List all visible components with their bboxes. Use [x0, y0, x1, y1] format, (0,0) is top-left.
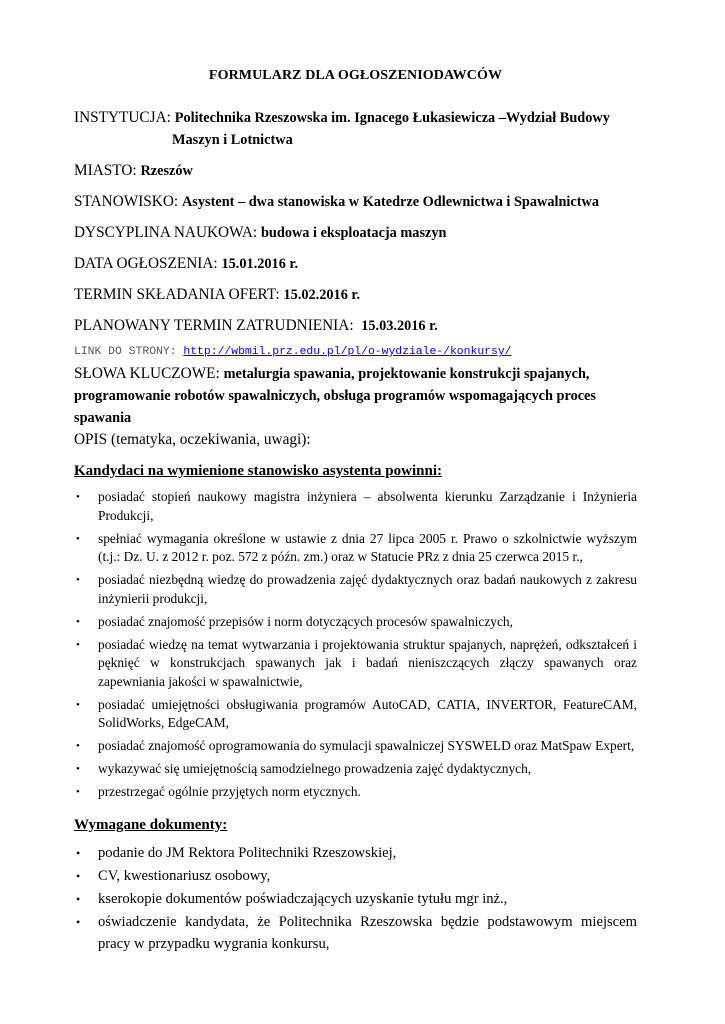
bullet-icon: •	[76, 740, 80, 752]
document-item: • oświadczenie kandydata, że Politechnika Rzeszowska będzie podstawowym miejscem pracy w przypadku wygrania konkursu,	[74, 911, 637, 955]
bullet-icon: •	[76, 638, 80, 651]
link-label: LINK DO STRONY:	[74, 346, 177, 358]
deadline-label: TERMIN SKŁADANIA OFERT:	[74, 286, 280, 303]
announcement-date-value: 15.01.2016 r.	[221, 256, 299, 272]
bullet-icon: •	[76, 532, 80, 545]
keywords-value: metalurgia spawania, projektowanie konstrukcji spajanych, programowanie robotów spawalniczych, obsługa programów wspomagających proces spawania	[74, 366, 596, 426]
position-field	[74, 191, 637, 213]
employment-date-field	[74, 315, 637, 337]
requirement-item: • posiadać stopień naukowy magistra inżyniera – absolwenta kierunku Zarządzanie i Inżynieria Produkcji,	[76, 489, 637, 523]
bullet-icon: •	[76, 914, 81, 929]
discipline-field	[74, 222, 637, 244]
bullet-icon: •	[76, 786, 80, 798]
bullet-icon: •	[76, 574, 80, 586]
employment-date-value: 15.03.2016 r.	[361, 318, 438, 334]
requirement-item: • spełniać wymagania określone w ustawie z dnia 27 lipca 2005 r. Prawo o szkolnictwie wyższym (t.j.: Dz. U. z 2012 r. poz. 572 z późn. zm.) oraz w Statucie PRz z dnia 25 czerwca 2015 r.,	[76, 530, 637, 564]
requirement-item: • posiadać znajomość przepisów i norm dotyczących procesów spawalniczych,	[74, 613, 637, 632]
requirement-item: • wykazywać się umiejętnością samodzielnego prowadzenia zajęć dydaktycznych,	[74, 760, 637, 779]
institution-label: INSTYTUCJA:	[74, 109, 171, 126]
requirement-item: • przestrzegać ogólnie przyjętych norm etycznych.	[74, 783, 637, 802]
deadline-field	[74, 284, 637, 306]
city-field	[74, 160, 637, 182]
institution-field	[74, 107, 637, 151]
bullet-icon: •	[76, 491, 80, 503]
institution-value-line2: Maszyn i Lotnictwa	[172, 132, 293, 148]
discipline-label: DYSCYPLINA NAUKOWA:	[74, 224, 258, 241]
discipline-value: budowa i eksploatacja maszyn	[260, 225, 447, 241]
institution-value-line1: Politechnika Rzeszowska im. Ignacego Łukasiewicza –Wydział Budowy	[174, 110, 610, 126]
requirement-item: • posiadać umiejętności obsługiwania programów AutoCAD, CATIA, INVERTOR, FeatureCAM, SolidWorks, EdgeCAM,	[76, 696, 637, 730]
bullet-icon: •	[76, 868, 81, 883]
documents-heading: Wymagane dokumenty:	[74, 816, 228, 833]
page-link[interactable]: http://wbmil.prz.edu.pl/pl/o-wydziale-/konkursy/	[183, 346, 512, 358]
requirements-list	[74, 488, 637, 802]
position-label: STANOWISKO:	[74, 193, 179, 210]
documents-list	[74, 842, 637, 955]
city-label: MIASTO:	[74, 162, 137, 179]
document-item: • CV, kwestionariusz osobowy,	[74, 865, 637, 887]
description-label: OPIS (tematyka, oczekiwania, uwagi):	[74, 431, 311, 448]
requirement-item: • posiadać znajomość oprogramowania do symulacji spawalniczej SYSWELD oraz MatSpaw Expert,	[74, 737, 637, 756]
bullet-icon: •	[76, 615, 80, 628]
position-value: Asystent – dwa stanowiska w Katedrze Odlewnictwa i Spawalnictwa	[181, 194, 599, 210]
announcement-date-field	[74, 253, 637, 275]
announcement-date-label: DATA OGŁOSZENIA:	[74, 255, 218, 272]
requirements-heading: Kandydaci na wymienione stanowisko asystenta powinni:	[74, 463, 442, 479]
requirement-item: • posiadać niezbędną wiedzę do prowadzenia zajęć dydaktycznych oraz badań naukowych z zakresu inżynierii produkcji,	[76, 572, 637, 606]
document-item: • podanie do JM Rektora Politechniki Rzeszowskiej,	[74, 842, 637, 864]
document-item: • kserokopie dokumentów poświadczających uzyskanie tytułu mgr inż.,	[74, 888, 637, 910]
bullet-icon: •	[76, 845, 81, 860]
link-field	[74, 344, 637, 360]
bullet-icon: •	[76, 763, 80, 775]
deadline-value: 15.02.2016 r.	[283, 287, 361, 303]
employment-date-label: PLANOWANY TERMIN ZATRUDNIENIA:	[74, 317, 354, 334]
bullet-icon: •	[76, 891, 81, 906]
keywords-label: SŁOWA KLUCZOWE:	[74, 365, 220, 382]
bullet-icon: •	[76, 698, 80, 711]
keywords-field	[74, 363, 637, 429]
form-title: FORMULARZ DLA OGŁOSZENIODAWCÓW	[208, 68, 503, 83]
city-value: Rzeszów	[140, 163, 193, 179]
requirement-item: • posiadać wiedzę na temat wytwarzania i projektowania struktur spajanych, naprężeń, odkształceń i pęknięć w konstrukcjach spawanych jak i badań nieniszczących złączy spawanych oraz zapewniania jakości w spawalnictwie,	[76, 636, 637, 689]
